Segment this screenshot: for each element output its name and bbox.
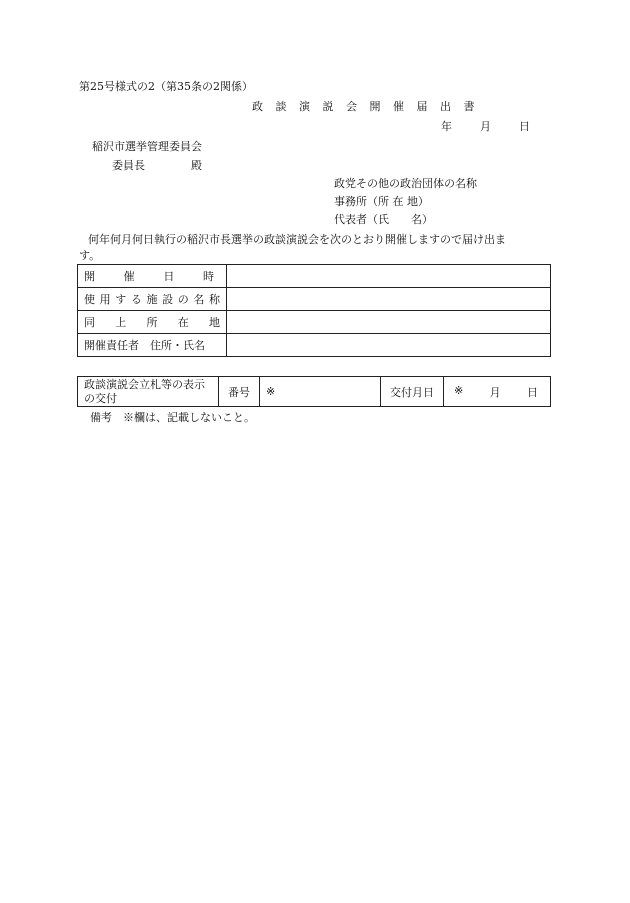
number-label: 番号 (219, 377, 260, 407)
label-char: 時 (202, 270, 214, 283)
honorific: 殿 (191, 159, 202, 172)
label-char: の (177, 293, 189, 306)
row-label-location (78, 311, 227, 334)
label-char: 在 (177, 316, 189, 329)
label-char: 施 (146, 293, 158, 306)
row-value-location[interactable] (227, 311, 551, 334)
label-char: 催 (123, 270, 135, 283)
label-char: 称 (209, 293, 220, 306)
number-value: ※ (260, 377, 381, 407)
remarks-note: 備考 ※欄は、記載しないこと。 (90, 411, 255, 424)
document-title: 政 談 演 説 会 開 催 届 出 書 (252, 100, 479, 113)
label-char: 同 (84, 316, 95, 329)
label-char: 所 (146, 316, 158, 329)
applicant-office: 事務所（所 在 地） (334, 195, 429, 208)
chair-title: 委員長 (112, 159, 145, 172)
addressee-committee: 稲沢市選挙管理委員会 (92, 140, 202, 153)
issuance-table (77, 376, 551, 407)
label-char: 開 (84, 270, 95, 283)
applicant-party-name: 政党その他の政治団体の名称 (334, 177, 477, 190)
row-label-facility-name (78, 288, 227, 311)
date-line (441, 121, 530, 132)
label-char: 地 (209, 316, 220, 329)
addressee-chair (112, 160, 202, 171)
applicant-representative: 代表者（氏 名） (334, 213, 433, 226)
row-value-facility-name[interactable] (227, 288, 551, 311)
issue-day: 日 (527, 385, 538, 399)
label-char: 設 (162, 293, 174, 306)
issuance-label: 政談演説会立札等の表示の交付 (78, 377, 219, 407)
table-row (78, 288, 551, 311)
label-char: 使 (84, 293, 95, 306)
table-row (78, 334, 551, 357)
row-label-organizer: 開催責任者 住所・氏名 (78, 334, 227, 357)
issue-date-mark: ※ (454, 383, 464, 397)
table-row (78, 311, 551, 334)
issue-month: 月 (489, 385, 501, 399)
form-number: 第25号様式の2（第35条の2関係） (79, 80, 253, 93)
issue-date-label: 交付月日 (381, 377, 444, 407)
date-month: 月 (480, 120, 491, 133)
issue-date-value (444, 377, 551, 407)
label-char: 上 (115, 316, 127, 329)
body-text-line1: 何年何月何日執行の稲沢市長選挙の政談演説会を次のとおり開催しますので届け出ま (88, 233, 506, 246)
event-details-table (77, 264, 551, 357)
label-char: 日 (163, 270, 175, 283)
label-char: す (115, 293, 127, 306)
label-char: 用 (99, 293, 111, 306)
row-value-date-time[interactable] (227, 265, 551, 288)
table-row (78, 377, 551, 407)
table-row (78, 265, 551, 288)
row-value-organizer[interactable] (227, 334, 551, 357)
body-text-line2: す。 (79, 249, 101, 262)
label-char: 名 (193, 293, 205, 306)
date-year: 年 (441, 120, 452, 133)
label-char: る (130, 293, 142, 306)
date-day: 日 (519, 120, 530, 133)
row-label-date-time (78, 265, 227, 288)
